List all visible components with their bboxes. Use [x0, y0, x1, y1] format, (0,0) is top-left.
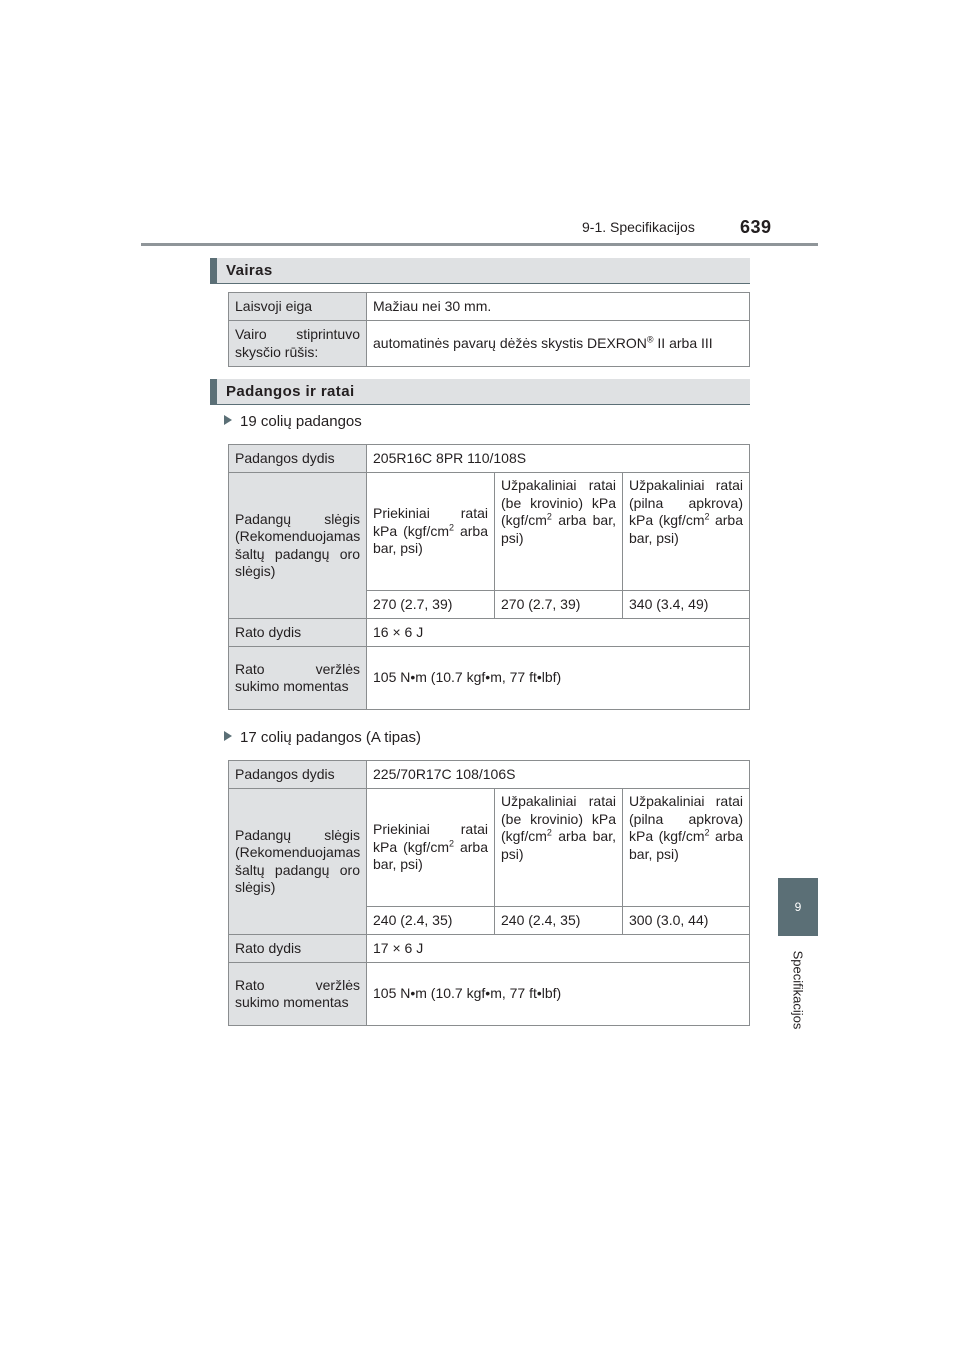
section-title: 9-1. Specifikacijos: [582, 219, 695, 235]
pressure-label: Padangų slėgis (Rekomenduojamas šaltų padangų oro slėgis): [229, 473, 367, 619]
table-row: [229, 473, 750, 591]
subsection-17-label: 17 colių padangos (A tipas): [240, 729, 421, 746]
steering-table: [228, 292, 750, 367]
subsection-19-label: 19 colių padangos: [240, 413, 362, 430]
tire-table-19: [228, 444, 750, 710]
table-row: [229, 321, 750, 367]
subsection-19-inch: [224, 413, 362, 430]
table-row: [229, 619, 750, 647]
heading-bar: [210, 258, 217, 283]
table-row: [229, 293, 750, 321]
free-play-value: Mažiau nei 30 mm.: [367, 293, 750, 321]
front-pressure: 240 (2.4, 35): [367, 907, 495, 935]
fluid-label: Vairo stiprintuvo skysčio rūšis:: [229, 321, 367, 367]
wheel-size-value: 16 × 6 J: [367, 619, 750, 647]
rear-noload-header: Užpakaliniai ratai (be krovinio) kPa ($kgf/cm^2$ arba bar, psi): [495, 473, 623, 591]
rear-noload-header: Užpakaliniai ratai (be krovinio) kPa ($kgf/cm^2$ arba bar, psi): [495, 789, 623, 907]
wheel-size-label: Rato dydis: [229, 935, 367, 963]
rear-full-pressure: 340 (3.4, 49): [623, 591, 750, 619]
header-rule: [141, 243, 818, 246]
fluid-value: automatinės pavarų dėžės skystis DEXRON® II arba III: [367, 321, 750, 367]
section-heading-vairas: [210, 258, 750, 284]
table-row: [229, 647, 750, 710]
front-header: Priekiniai ratai kPa ($kgf/cm^2$ arba bar, psi): [367, 473, 495, 591]
table-row: [229, 445, 750, 473]
tire-size-label: Padangos dydis: [229, 445, 367, 473]
pressure-label: Padangų slėgis (Rekomenduojamas šaltų padangų oro slėgis): [229, 789, 367, 935]
torque-label: Rato veržlės sukimo momentas: [229, 647, 367, 710]
heading-text: Padangos ir ratai: [226, 383, 355, 400]
section-heading-padangos: [210, 379, 750, 405]
wheel-size-label: Rato dydis: [229, 619, 367, 647]
rear-noload-pressure: 240 (2.4, 35): [495, 907, 623, 935]
chapter-label: [772, 945, 824, 1035]
tire-size-value: 205R16C 8PR 110/108S: [367, 445, 750, 473]
chapter-tab[interactable]: [778, 878, 818, 936]
tire-size-label: Padangos dydis: [229, 761, 367, 789]
heading-text: Vairas: [226, 262, 273, 279]
table-row: [229, 761, 750, 789]
free-play-label: Laisvoji eiga: [229, 293, 367, 321]
heading-bar: [210, 379, 217, 404]
torque-value: 105 N•m (10.7 kgf•m, 77 ft•lbf): [367, 963, 750, 1026]
chapter-number: 9: [794, 900, 802, 914]
page-number: 639: [740, 217, 772, 237]
table-row: [229, 935, 750, 963]
tire-size-value: 225/70R17C 108/106S: [367, 761, 750, 789]
chapter-label-text: Specifikacijos: [790, 950, 806, 1030]
front-pressure: 270 (2.7, 39): [367, 591, 495, 619]
rear-full-header: Užpakaliniai ratai (pilna apkrova) kPa ($kgf/cm^2$ arba bar, psi): [623, 789, 750, 907]
table-row: [229, 789, 750, 907]
arrow-right-icon: [224, 415, 232, 425]
table-row: [229, 963, 750, 1026]
tire-table-17: [228, 760, 750, 1026]
rear-full-pressure: 300 (3.0, 44): [623, 907, 750, 935]
torque-value: 105 N•m (10.7 kgf•m, 77 ft•lbf): [367, 647, 750, 710]
front-header: Priekiniai ratai kPa ($kgf/cm^2$ arba bar, psi): [367, 789, 495, 907]
rear-full-header: Užpakaliniai ratai (pilna apkrova) kPa ($kgf/cm^2$ arba bar, psi): [623, 473, 750, 591]
arrow-right-icon: [224, 731, 232, 741]
rear-noload-pressure: 270 (2.7, 39): [495, 591, 623, 619]
wheel-size-value: 17 × 6 J: [367, 935, 750, 963]
subsection-17-inch: [224, 729, 421, 746]
torque-label: Rato veržlės sukimo momentas: [229, 963, 367, 1026]
